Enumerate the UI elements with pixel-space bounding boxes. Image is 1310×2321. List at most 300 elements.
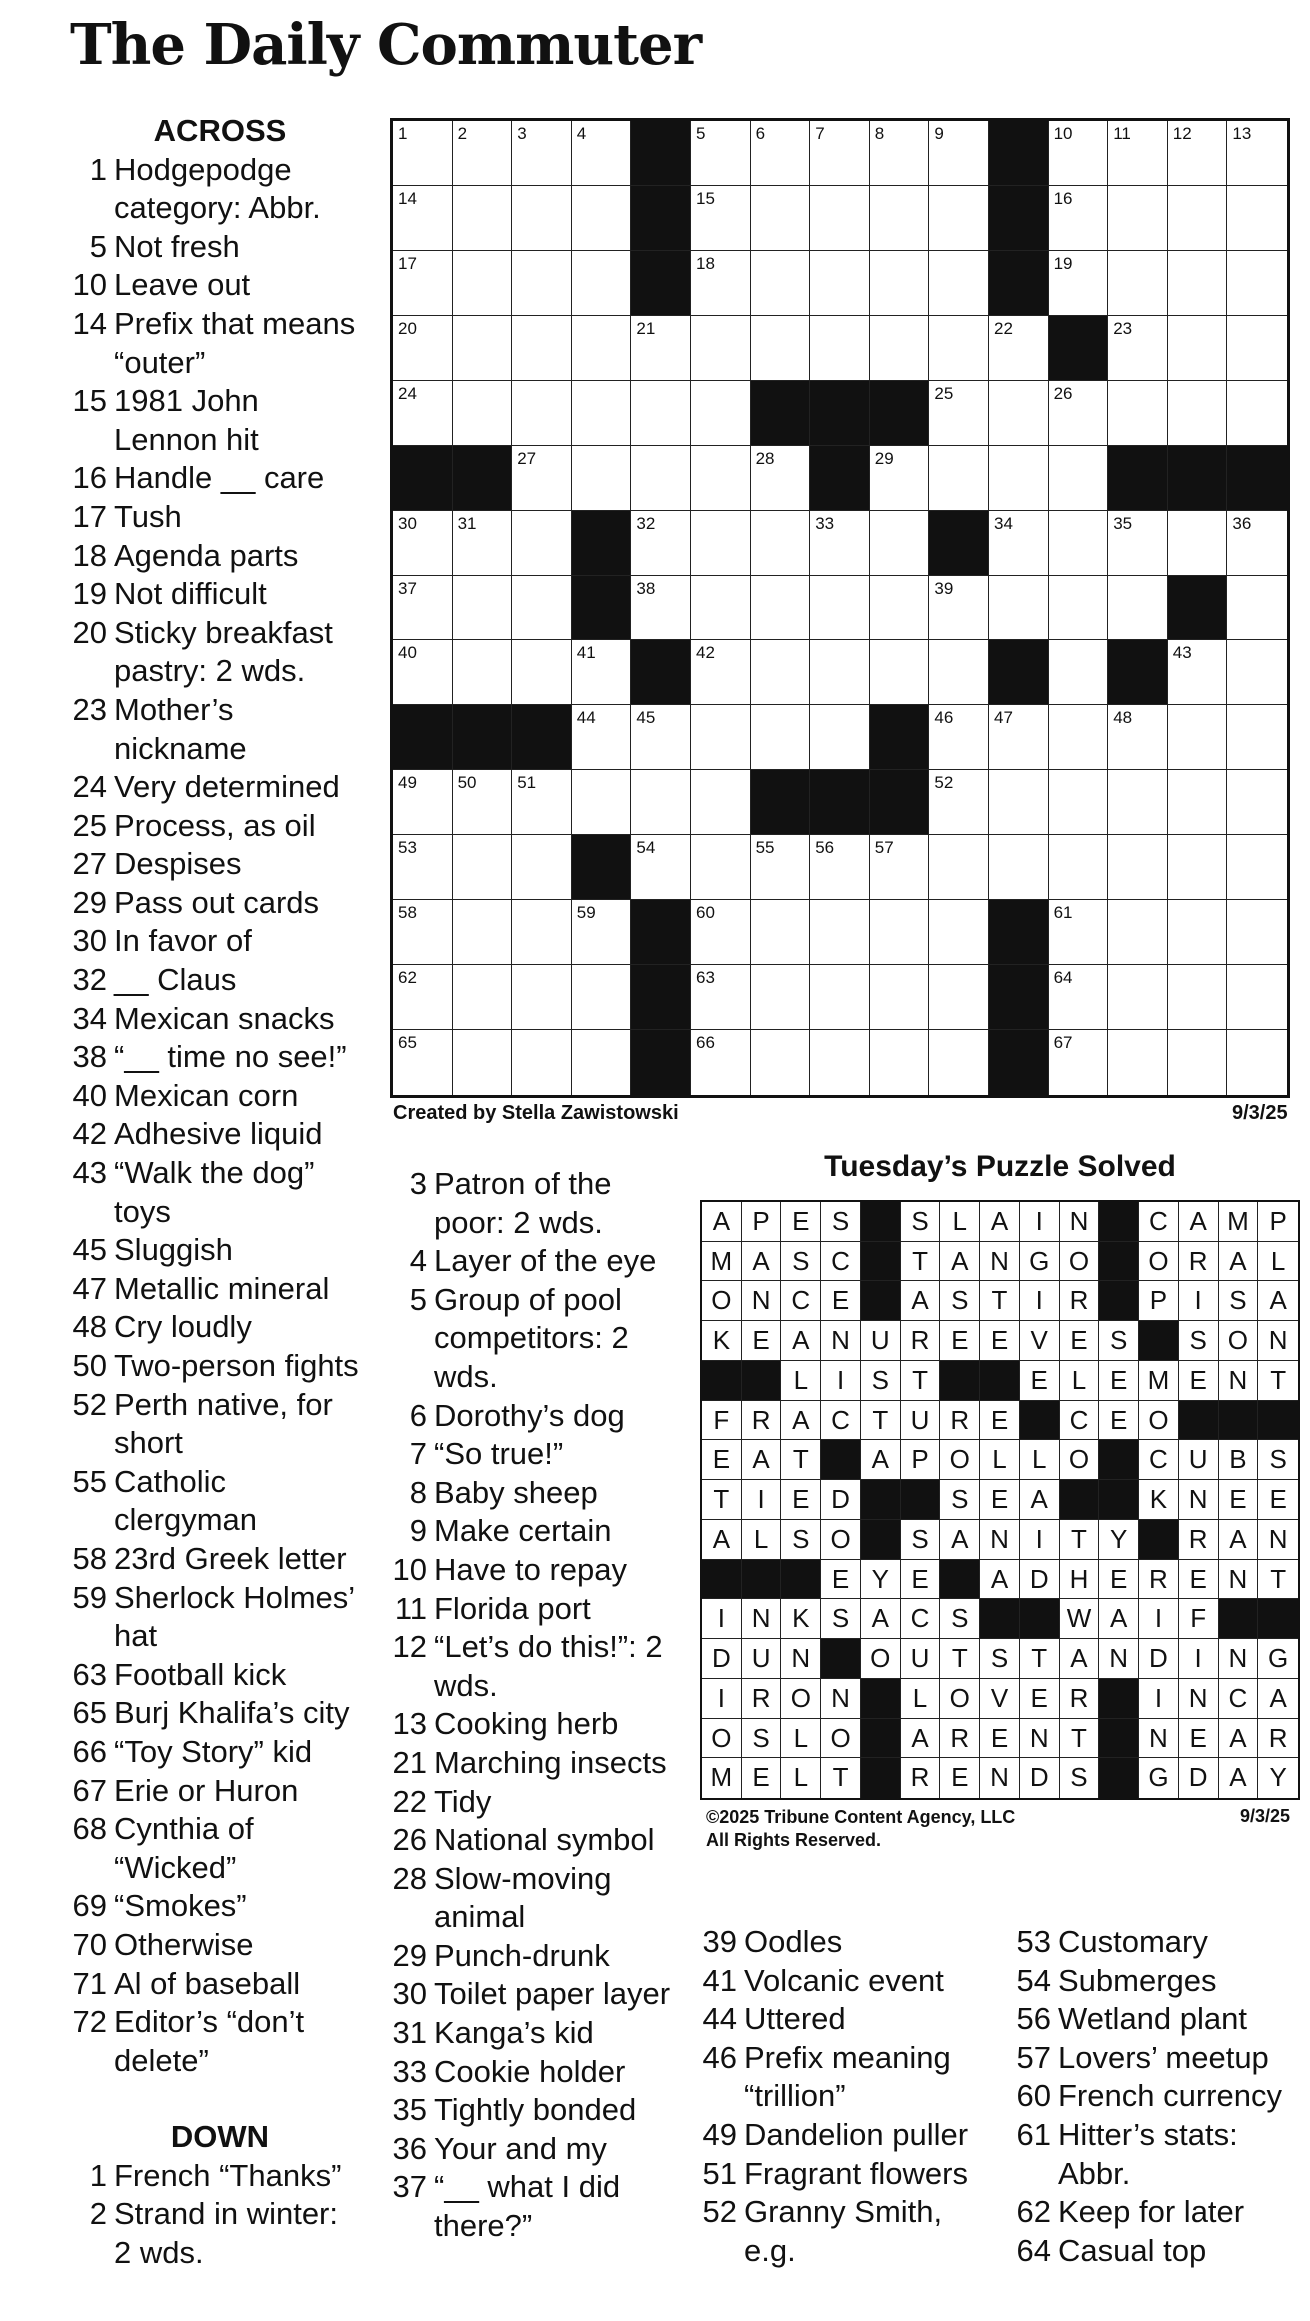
- grid-cell[interactable]: [512, 121, 572, 186]
- across-clues: [70, 112, 370, 2273]
- grid-cell[interactable]: [512, 965, 572, 1030]
- grid-cell[interactable]: [1049, 381, 1109, 446]
- clue-text: Erie or Huron: [114, 1772, 299, 1808]
- cell-number: 22: [993, 318, 1013, 338]
- grid-cell[interactable]: [751, 705, 811, 770]
- grid-cell[interactable]: [751, 965, 811, 1030]
- grid-cell[interactable]: [751, 835, 811, 900]
- solution-letter: O: [1139, 1242, 1179, 1282]
- grid-cell[interactable]: [512, 835, 572, 900]
- grid-cell[interactable]: [751, 316, 811, 381]
- grid-cell[interactable]: [870, 251, 930, 316]
- across-clue-14: [70, 305, 370, 382]
- solution-letter: E: [1179, 1361, 1219, 1401]
- grid-cell[interactable]: [751, 640, 811, 705]
- solution-block: [702, 1560, 742, 1600]
- grid-cell[interactable]: [393, 186, 453, 251]
- cell-number: 48: [1113, 708, 1133, 728]
- down-clue-61: [1014, 2116, 1310, 2193]
- clue-text: Prefix that means: [114, 305, 356, 341]
- grid-cell[interactable]: [1049, 446, 1109, 511]
- cell-number: 62: [398, 968, 417, 988]
- grid-cell[interactable]: [1227, 770, 1287, 835]
- grid-cell[interactable]: [512, 770, 572, 835]
- grid-cell[interactable]: [1168, 835, 1228, 900]
- solution-letter: O: [1060, 1242, 1100, 1282]
- across-clue-16: [70, 459, 370, 498]
- grid-cell[interactable]: [751, 186, 811, 251]
- grid-cell[interactable]: [1108, 770, 1168, 835]
- grid-cell[interactable]: [810, 640, 870, 705]
- solution-letter: I: [1179, 1281, 1219, 1321]
- solution-letter: O: [1060, 1440, 1100, 1480]
- grid-cell[interactable]: [393, 121, 453, 186]
- clue-text: Granny Smith,: [744, 2194, 943, 2230]
- grid-cell[interactable]: [631, 835, 691, 900]
- clue-text: Handle __ care: [114, 460, 325, 496]
- solution-letter: S: [940, 1281, 980, 1321]
- grid-cell[interactable]: [1108, 511, 1168, 576]
- clue-text: Cry loudly: [114, 1309, 252, 1345]
- grid-cell[interactable]: [1108, 705, 1168, 770]
- solution-block: [1139, 1321, 1179, 1361]
- grid-cell[interactable]: [929, 965, 989, 1030]
- grid-cell[interactable]: [870, 835, 930, 900]
- grid-cell[interactable]: [572, 186, 632, 251]
- across-clue-43: [70, 1154, 370, 1231]
- grid-cell[interactable]: [393, 835, 453, 900]
- solution-letter: C: [1060, 1401, 1100, 1441]
- grid-cell[interactable]: [870, 186, 930, 251]
- grid-cell[interactable]: [1108, 900, 1168, 965]
- grid-cell[interactable]: [572, 1030, 632, 1095]
- grid-cell[interactable]: [1168, 770, 1228, 835]
- across-clue-23: [70, 691, 370, 768]
- grid-cell[interactable]: [1168, 186, 1228, 251]
- grid-cell[interactable]: [989, 705, 1049, 770]
- clue-number: 6: [409, 1397, 427, 1433]
- grid-cell[interactable]: [870, 965, 930, 1030]
- grid-cell[interactable]: [1227, 900, 1287, 965]
- grid-cell[interactable]: [1227, 511, 1287, 576]
- cell-number: 66: [695, 1033, 715, 1053]
- grid-cell[interactable]: [512, 186, 572, 251]
- grid-cell[interactable]: [989, 381, 1049, 446]
- grid-cell[interactable]: [810, 316, 870, 381]
- grid-cell[interactable]: [393, 381, 453, 446]
- grid-cell[interactable]: [929, 251, 989, 316]
- grid-cell[interactable]: [1108, 121, 1168, 186]
- clue-text: Group of pool: [434, 1281, 622, 1317]
- clue-text: Cookie holder: [434, 2053, 626, 2089]
- solution-letter: S: [901, 1202, 941, 1242]
- clue-text: 1981 John: [114, 383, 259, 419]
- clue-text: Punch-drunk: [434, 1937, 610, 1973]
- grid-cell[interactable]: [1168, 900, 1228, 965]
- grid-cell[interactable]: [691, 1030, 751, 1095]
- grid-cell[interactable]: [989, 316, 1049, 381]
- grid-cell[interactable]: [691, 316, 751, 381]
- grid-cell[interactable]: [870, 1030, 930, 1095]
- solution-letter: I: [1020, 1202, 1060, 1242]
- grid-cell[interactable]: [929, 705, 989, 770]
- clue-text: Have to repay: [434, 1551, 627, 1587]
- grid-cell[interactable]: [870, 446, 930, 511]
- grid-cell[interactable]: [393, 576, 453, 641]
- grid-cell[interactable]: [631, 446, 691, 511]
- grid-cell[interactable]: [870, 640, 930, 705]
- solution-letter: E: [940, 1758, 980, 1798]
- clue-text: animal: [434, 1899, 526, 1935]
- across-clue-65: [70, 1694, 370, 1733]
- grid-cell[interactable]: [929, 381, 989, 446]
- clue-text: “trillion”: [744, 2078, 846, 2114]
- solution-block: [861, 1202, 901, 1242]
- down-clue-3: [390, 1165, 690, 1242]
- grid-cell[interactable]: [1227, 1030, 1287, 1095]
- solution-block: [702, 1361, 742, 1401]
- grid-cell[interactable]: [870, 316, 930, 381]
- clue-number: 55: [72, 1463, 107, 1499]
- crossword-grid[interactable]: [390, 118, 1290, 1098]
- solution-date: 9/3/25: [1240, 1806, 1291, 1826]
- grid-cell[interactable]: [393, 900, 453, 965]
- grid-cell[interactable]: [691, 446, 751, 511]
- grid-cell[interactable]: [572, 900, 632, 965]
- across-clue-70: [70, 1926, 370, 1965]
- grid-cell[interactable]: [393, 316, 453, 381]
- grid-cell[interactable]: [453, 381, 513, 446]
- clue-number: 5: [89, 228, 107, 264]
- grid-cell[interactable]: [751, 511, 811, 576]
- grid-cell[interactable]: [1168, 965, 1228, 1030]
- grid-cell[interactable]: [572, 251, 632, 316]
- solution-letter: M: [1219, 1202, 1259, 1242]
- clue-text: Florida port: [434, 1590, 591, 1626]
- grid-cell[interactable]: [453, 121, 513, 186]
- grid-cell[interactable]: [929, 446, 989, 511]
- grid-cell[interactable]: [1049, 186, 1109, 251]
- grid-cell[interactable]: [1168, 316, 1228, 381]
- grid-cell[interactable]: [691, 835, 751, 900]
- solution-block: [1020, 1599, 1060, 1639]
- clue-text: Casual top: [1058, 2232, 1207, 2268]
- grid-cell[interactable]: [929, 640, 989, 705]
- grid-cell[interactable]: [393, 770, 453, 835]
- grid-cell[interactable]: [1108, 1030, 1168, 1095]
- grid-block: [989, 1030, 1049, 1095]
- grid-cell[interactable]: [691, 381, 751, 446]
- cell-number: 8: [874, 124, 885, 143]
- grid-cell[interactable]: [631, 576, 691, 641]
- grid-cell[interactable]: [631, 770, 691, 835]
- solution-letter: W: [1060, 1599, 1100, 1639]
- grid-cell[interactable]: [929, 770, 989, 835]
- solution-letter: E: [980, 1401, 1020, 1441]
- grid-cell[interactable]: [1049, 770, 1109, 835]
- solution-title: Tuesday’s Puzzle Solved: [824, 1150, 1176, 1183]
- grid-cell[interactable]: [453, 900, 513, 965]
- clue-number: 25: [72, 807, 107, 843]
- solution-letter: T: [901, 1242, 941, 1282]
- clue-text: 23rd Greek letter: [114, 1540, 347, 1576]
- grid-cell[interactable]: [453, 835, 513, 900]
- solution-letter: N: [781, 1639, 821, 1679]
- grid-cell[interactable]: [929, 835, 989, 900]
- grid-cell[interactable]: [810, 1030, 870, 1095]
- grid-cell[interactable]: [1227, 640, 1287, 705]
- grid-cell[interactable]: [989, 576, 1049, 641]
- cell-number: 18: [695, 253, 715, 273]
- cell-number: 24: [398, 383, 417, 403]
- solution-letter: A: [1258, 1679, 1298, 1719]
- clue-number: 20: [72, 614, 107, 650]
- grid-cell[interactable]: [1227, 186, 1287, 251]
- clue-text: Dorothy’s dog: [434, 1397, 625, 1433]
- grid-cell[interactable]: [1227, 965, 1287, 1030]
- grid-cell[interactable]: [1049, 835, 1109, 900]
- clue-number: 71: [72, 1965, 107, 2001]
- grid-cell[interactable]: [1227, 251, 1287, 316]
- grid-cell[interactable]: [453, 316, 513, 381]
- grid-cell[interactable]: [810, 965, 870, 1030]
- grid-cell[interactable]: [512, 511, 572, 576]
- cell-number: 14: [398, 188, 417, 208]
- grid-cell[interactable]: [751, 251, 811, 316]
- grid-cell[interactable]: [512, 1030, 572, 1095]
- grid-cell[interactable]: [572, 446, 632, 511]
- clue-text: Mother’s: [114, 691, 234, 727]
- grid-cell[interactable]: [1108, 316, 1168, 381]
- clue-text: Toilet paper layer: [434, 1976, 671, 2012]
- grid-cell[interactable]: [751, 121, 811, 186]
- cell-number: 20: [398, 318, 417, 338]
- grid-cell[interactable]: [1049, 121, 1109, 186]
- clue-number: 9: [409, 1513, 427, 1549]
- solution-letter: S: [980, 1639, 1020, 1679]
- clue-number: 14: [72, 305, 107, 341]
- grid-cell[interactable]: [1168, 121, 1228, 186]
- grid-cell[interactable]: [810, 900, 870, 965]
- grid-cell[interactable]: [572, 121, 632, 186]
- grid-cell[interactable]: [1227, 316, 1287, 381]
- grid-cell[interactable]: [453, 251, 513, 316]
- down-clue-35: [390, 2091, 690, 2130]
- grid-cell[interactable]: [989, 770, 1049, 835]
- grid-cell[interactable]: [572, 316, 632, 381]
- grid-cell[interactable]: [512, 381, 572, 446]
- grid-cell[interactable]: [1049, 251, 1109, 316]
- grid-cell[interactable]: [1227, 381, 1287, 446]
- solution-letter: E: [781, 1202, 821, 1242]
- grid-cell[interactable]: [453, 640, 513, 705]
- grid-cell[interactable]: [572, 640, 632, 705]
- grid-cell[interactable]: [1049, 705, 1109, 770]
- grid-cell[interactable]: [1168, 1030, 1228, 1095]
- grid-cell[interactable]: [393, 251, 453, 316]
- grid-cell[interactable]: [453, 965, 513, 1030]
- grid-cell[interactable]: [1049, 576, 1109, 641]
- grid-cell[interactable]: [870, 576, 930, 641]
- grid-cell[interactable]: [691, 900, 751, 965]
- grid-cell[interactable]: [929, 121, 989, 186]
- grid-cell[interactable]: [1049, 640, 1109, 705]
- clue-number: 69: [72, 1888, 107, 1924]
- grid-cell[interactable]: [691, 576, 751, 641]
- clue-number: 16: [72, 460, 107, 496]
- grid-cell[interactable]: [810, 251, 870, 316]
- grid-cell[interactable]: [870, 511, 930, 576]
- grid-cell[interactable]: [1108, 576, 1168, 641]
- grid-cell[interactable]: [1108, 381, 1168, 446]
- clue-text: Sluggish: [114, 1232, 233, 1268]
- solution-block: [1099, 1440, 1139, 1480]
- grid-cell[interactable]: [453, 511, 513, 576]
- grid-cell[interactable]: [929, 1030, 989, 1095]
- solution-letter: E: [821, 1560, 861, 1600]
- solution-letter: S: [1060, 1758, 1100, 1798]
- down-clues-column-4: [1014, 1923, 1310, 2270]
- grid-cell[interactable]: [751, 576, 811, 641]
- grid-cell[interactable]: [1108, 186, 1168, 251]
- grid-cell[interactable]: [453, 770, 513, 835]
- grid-cell[interactable]: [810, 511, 870, 576]
- grid-cell[interactable]: [929, 316, 989, 381]
- grid-cell[interactable]: [691, 640, 751, 705]
- grid-cell[interactable]: [810, 186, 870, 251]
- solution-letter: V: [980, 1679, 1020, 1719]
- solution-letter: E: [1099, 1401, 1139, 1441]
- down-clue-57: [1014, 2039, 1310, 2078]
- grid-cell[interactable]: [691, 511, 751, 576]
- grid-cell[interactable]: [1227, 705, 1287, 770]
- grid-cell[interactable]: [572, 965, 632, 1030]
- grid-cell[interactable]: [810, 705, 870, 770]
- grid-cell[interactable]: [870, 900, 930, 965]
- grid-cell[interactable]: [1168, 511, 1228, 576]
- grid-block: [631, 965, 691, 1030]
- grid-cell[interactable]: [929, 900, 989, 965]
- grid-cell[interactable]: [989, 835, 1049, 900]
- solution-letter: R: [742, 1401, 782, 1441]
- solution-letter: L: [1258, 1242, 1298, 1282]
- solution-letter: N: [742, 1599, 782, 1639]
- grid-cell[interactable]: [691, 705, 751, 770]
- grid-cell[interactable]: [393, 640, 453, 705]
- down-clue-10: [390, 1551, 690, 1590]
- grid-cell[interactable]: [453, 576, 513, 641]
- grid-cell[interactable]: [512, 251, 572, 316]
- grid-cell[interactable]: [1108, 835, 1168, 900]
- clue-text: Metallic mineral: [114, 1270, 330, 1306]
- grid-cell[interactable]: [691, 251, 751, 316]
- grid-cell[interactable]: [1108, 965, 1168, 1030]
- grid-cell[interactable]: [1049, 965, 1109, 1030]
- grid-block: [1168, 576, 1228, 641]
- solution-block: [861, 1719, 901, 1759]
- grid-cell[interactable]: [393, 511, 453, 576]
- solution-letter: O: [940, 1679, 980, 1719]
- grid-cell[interactable]: [512, 640, 572, 705]
- grid-cell[interactable]: [989, 446, 1049, 511]
- solution-block: [1099, 1202, 1139, 1242]
- clue-number: 32: [72, 962, 107, 998]
- solution-letter: E: [1099, 1560, 1139, 1600]
- grid-cell[interactable]: [810, 835, 870, 900]
- grid-cell[interactable]: [1049, 1030, 1109, 1095]
- grid-block: [989, 640, 1049, 705]
- grid-cell[interactable]: [512, 446, 572, 511]
- grid-cell[interactable]: [691, 965, 751, 1030]
- grid-cell[interactable]: [929, 576, 989, 641]
- grid-cell[interactable]: [1108, 251, 1168, 316]
- grid-cell[interactable]: [751, 446, 811, 511]
- grid-cell[interactable]: [1168, 640, 1228, 705]
- solution-letter: M: [702, 1758, 742, 1798]
- grid-block: [810, 381, 870, 446]
- clue-text: Marching insects: [434, 1744, 667, 1780]
- solution-block: [901, 1480, 941, 1520]
- grid-cell[interactable]: [572, 381, 632, 446]
- grid-cell[interactable]: [989, 511, 1049, 576]
- grid-cell[interactable]: [691, 770, 751, 835]
- solution-block: [781, 1560, 821, 1600]
- grid-cell[interactable]: [1168, 251, 1228, 316]
- across-clue-38: [70, 1038, 370, 1077]
- solution-letter: N: [1020, 1719, 1060, 1759]
- grid-cell[interactable]: [691, 121, 751, 186]
- clue-text: Two-person fights: [114, 1348, 359, 1383]
- grid-cell[interactable]: [512, 316, 572, 381]
- grid-cell[interactable]: [572, 705, 632, 770]
- grid-cell[interactable]: [751, 1030, 811, 1095]
- grid-cell[interactable]: [453, 186, 513, 251]
- grid-cell[interactable]: [810, 576, 870, 641]
- grid-cell[interactable]: [512, 576, 572, 641]
- grid-cell[interactable]: [631, 511, 691, 576]
- clue-number: 66: [72, 1733, 107, 1769]
- cell-number: 1: [398, 124, 408, 143]
- grid-cell[interactable]: [631, 381, 691, 446]
- grid-cell[interactable]: [512, 900, 572, 965]
- grid-cell[interactable]: [929, 186, 989, 251]
- clue-text: Lennon hit: [114, 421, 259, 457]
- across-clue-30: [70, 922, 370, 961]
- grid-cell[interactable]: [453, 1030, 513, 1095]
- clue-text: e.g.: [744, 2232, 796, 2268]
- solution-block: [1258, 1401, 1298, 1441]
- clue-number: 68: [72, 1811, 107, 1847]
- grid-cell[interactable]: [810, 121, 870, 186]
- grid-cell[interactable]: [393, 1030, 453, 1095]
- clue-text: clergyman: [114, 1502, 257, 1538]
- grid-cell[interactable]: [1049, 511, 1109, 576]
- grid-cell[interactable]: [1227, 835, 1287, 900]
- solution-letter: S: [861, 1361, 901, 1401]
- grid-cell[interactable]: [1168, 381, 1228, 446]
- grid-cell[interactable]: [870, 121, 930, 186]
- grid-cell[interactable]: [751, 900, 811, 965]
- grid-cell[interactable]: [1168, 705, 1228, 770]
- grid-cell[interactable]: [1049, 900, 1109, 965]
- grid-cell[interactable]: [1227, 576, 1287, 641]
- grid-cell[interactable]: [393, 965, 453, 1030]
- grid-cell[interactable]: [1227, 121, 1287, 186]
- grid-cell[interactable]: [631, 705, 691, 770]
- grid-cell[interactable]: [572, 770, 632, 835]
- grid-cell[interactable]: [631, 316, 691, 381]
- grid-cell[interactable]: [691, 186, 751, 251]
